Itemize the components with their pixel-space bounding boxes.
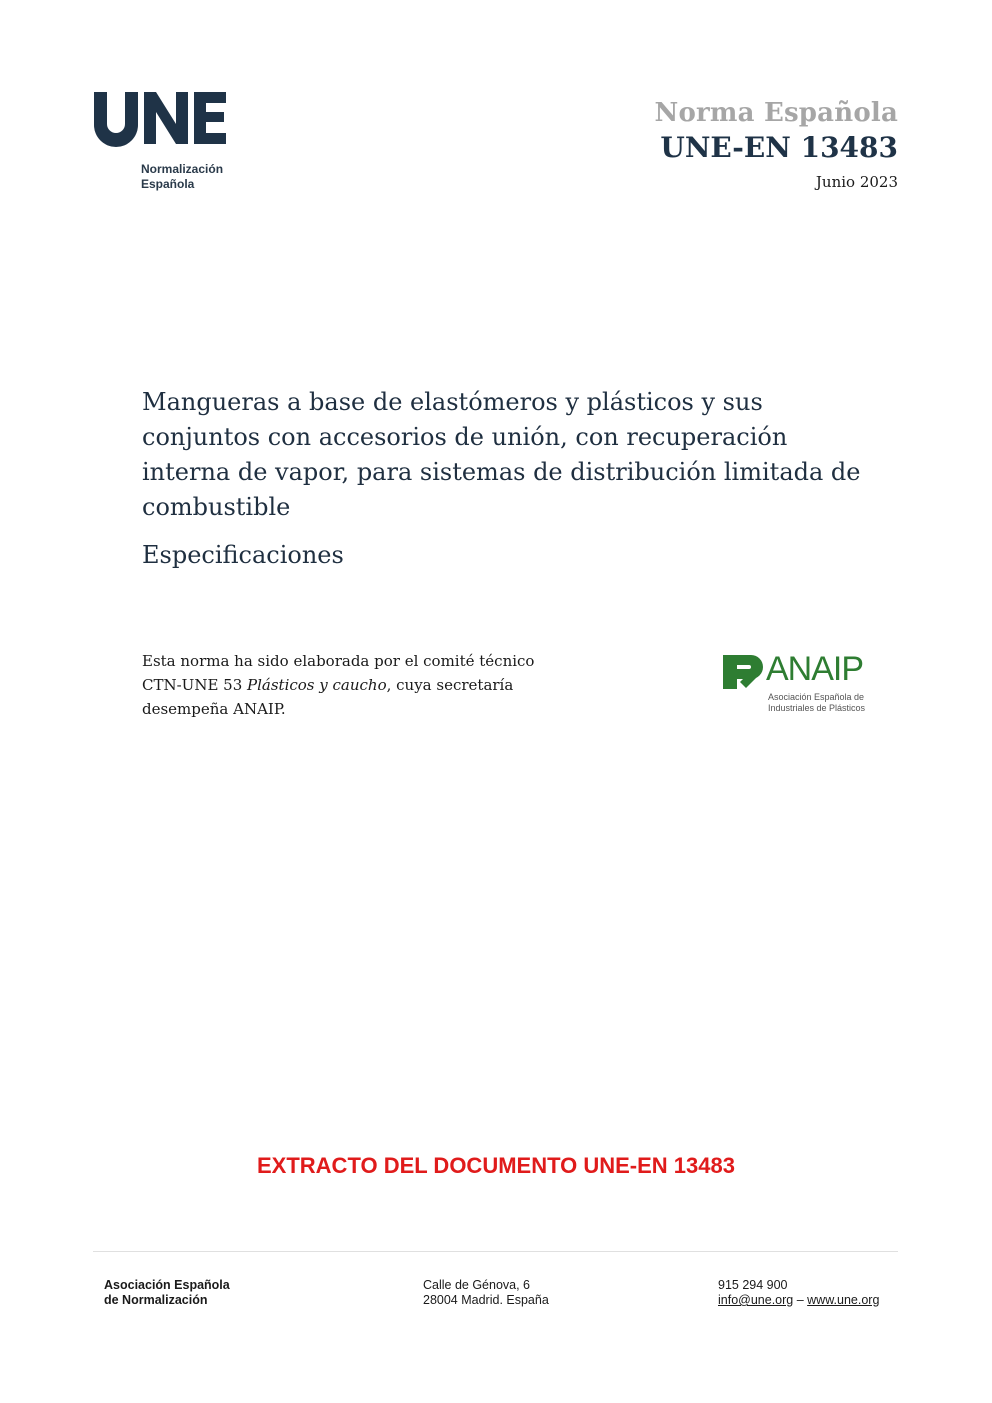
document-title: Mangueras a base de elastómeros y plásticos y sus conjuntos con accesorios de unión, con recuperación interna de vapor, para sistemas de distribución limitada de combustible	[142, 388, 861, 521]
committee-statement	[142, 649, 612, 721]
norma-label: Norma Española	[654, 98, 898, 128]
anaip-symbol-icon	[720, 652, 766, 692]
footer-organization	[104, 1278, 230, 1308]
footer-links	[718, 1293, 879, 1308]
footer-address-line1: Calle de Génova, 6	[423, 1278, 531, 1292]
email-link[interactable]: info@une.org	[718, 1293, 794, 1307]
footer-link-separator: –	[793, 1293, 808, 1307]
une-logo	[92, 88, 242, 198]
committee-code: CTN-UNE 53	[142, 676, 248, 694]
une-wordmark-icon	[92, 88, 232, 148]
footer-phone: 915 294 900	[718, 1278, 788, 1292]
footer-org-line2: de Normalización	[104, 1293, 208, 1307]
footer-address	[423, 1278, 549, 1308]
footer-address-line2: 28004 Madrid. España	[423, 1293, 549, 1307]
committee-line1: Esta norma ha sido elaborada por el comité técnico	[142, 652, 535, 670]
anaip-tagline-line1: Asociación Española de	[768, 692, 865, 702]
extract-banner: EXTRACTO DEL DOCUMENTO UNE-EN 13483	[257, 1153, 735, 1178]
website-link[interactable]: www.une.org	[807, 1293, 880, 1307]
anaip-wordmark: ANAIP	[766, 650, 864, 688]
footer-contact	[718, 1278, 879, 1308]
une-subtitle-line2: Española	[141, 177, 195, 191]
anaip-logo	[720, 650, 870, 720]
norma-code: UNE-EN 13483	[660, 131, 898, 164]
anaip-tagline-line2: Industriales de Plásticos	[768, 703, 866, 713]
footer-divider	[93, 1251, 898, 1252]
footer-org-line1: Asociación Española	[104, 1278, 230, 1292]
title-block	[142, 385, 882, 573]
committee-line2	[142, 673, 612, 697]
committee-line3: desempeña ANAIP.	[142, 700, 286, 718]
committee-name: Plásticos y caucho	[247, 676, 387, 694]
une-logo-subtitle	[141, 162, 223, 192]
standard-header	[478, 96, 898, 192]
anaip-tagline	[768, 692, 865, 714]
publication-date: Junio 2023	[815, 173, 898, 191]
committee-secretariat: , cuya secretaría	[386, 676, 514, 694]
document-subtitle: Especificaciones	[142, 541, 344, 569]
une-subtitle-line1: Normalización	[141, 162, 224, 176]
